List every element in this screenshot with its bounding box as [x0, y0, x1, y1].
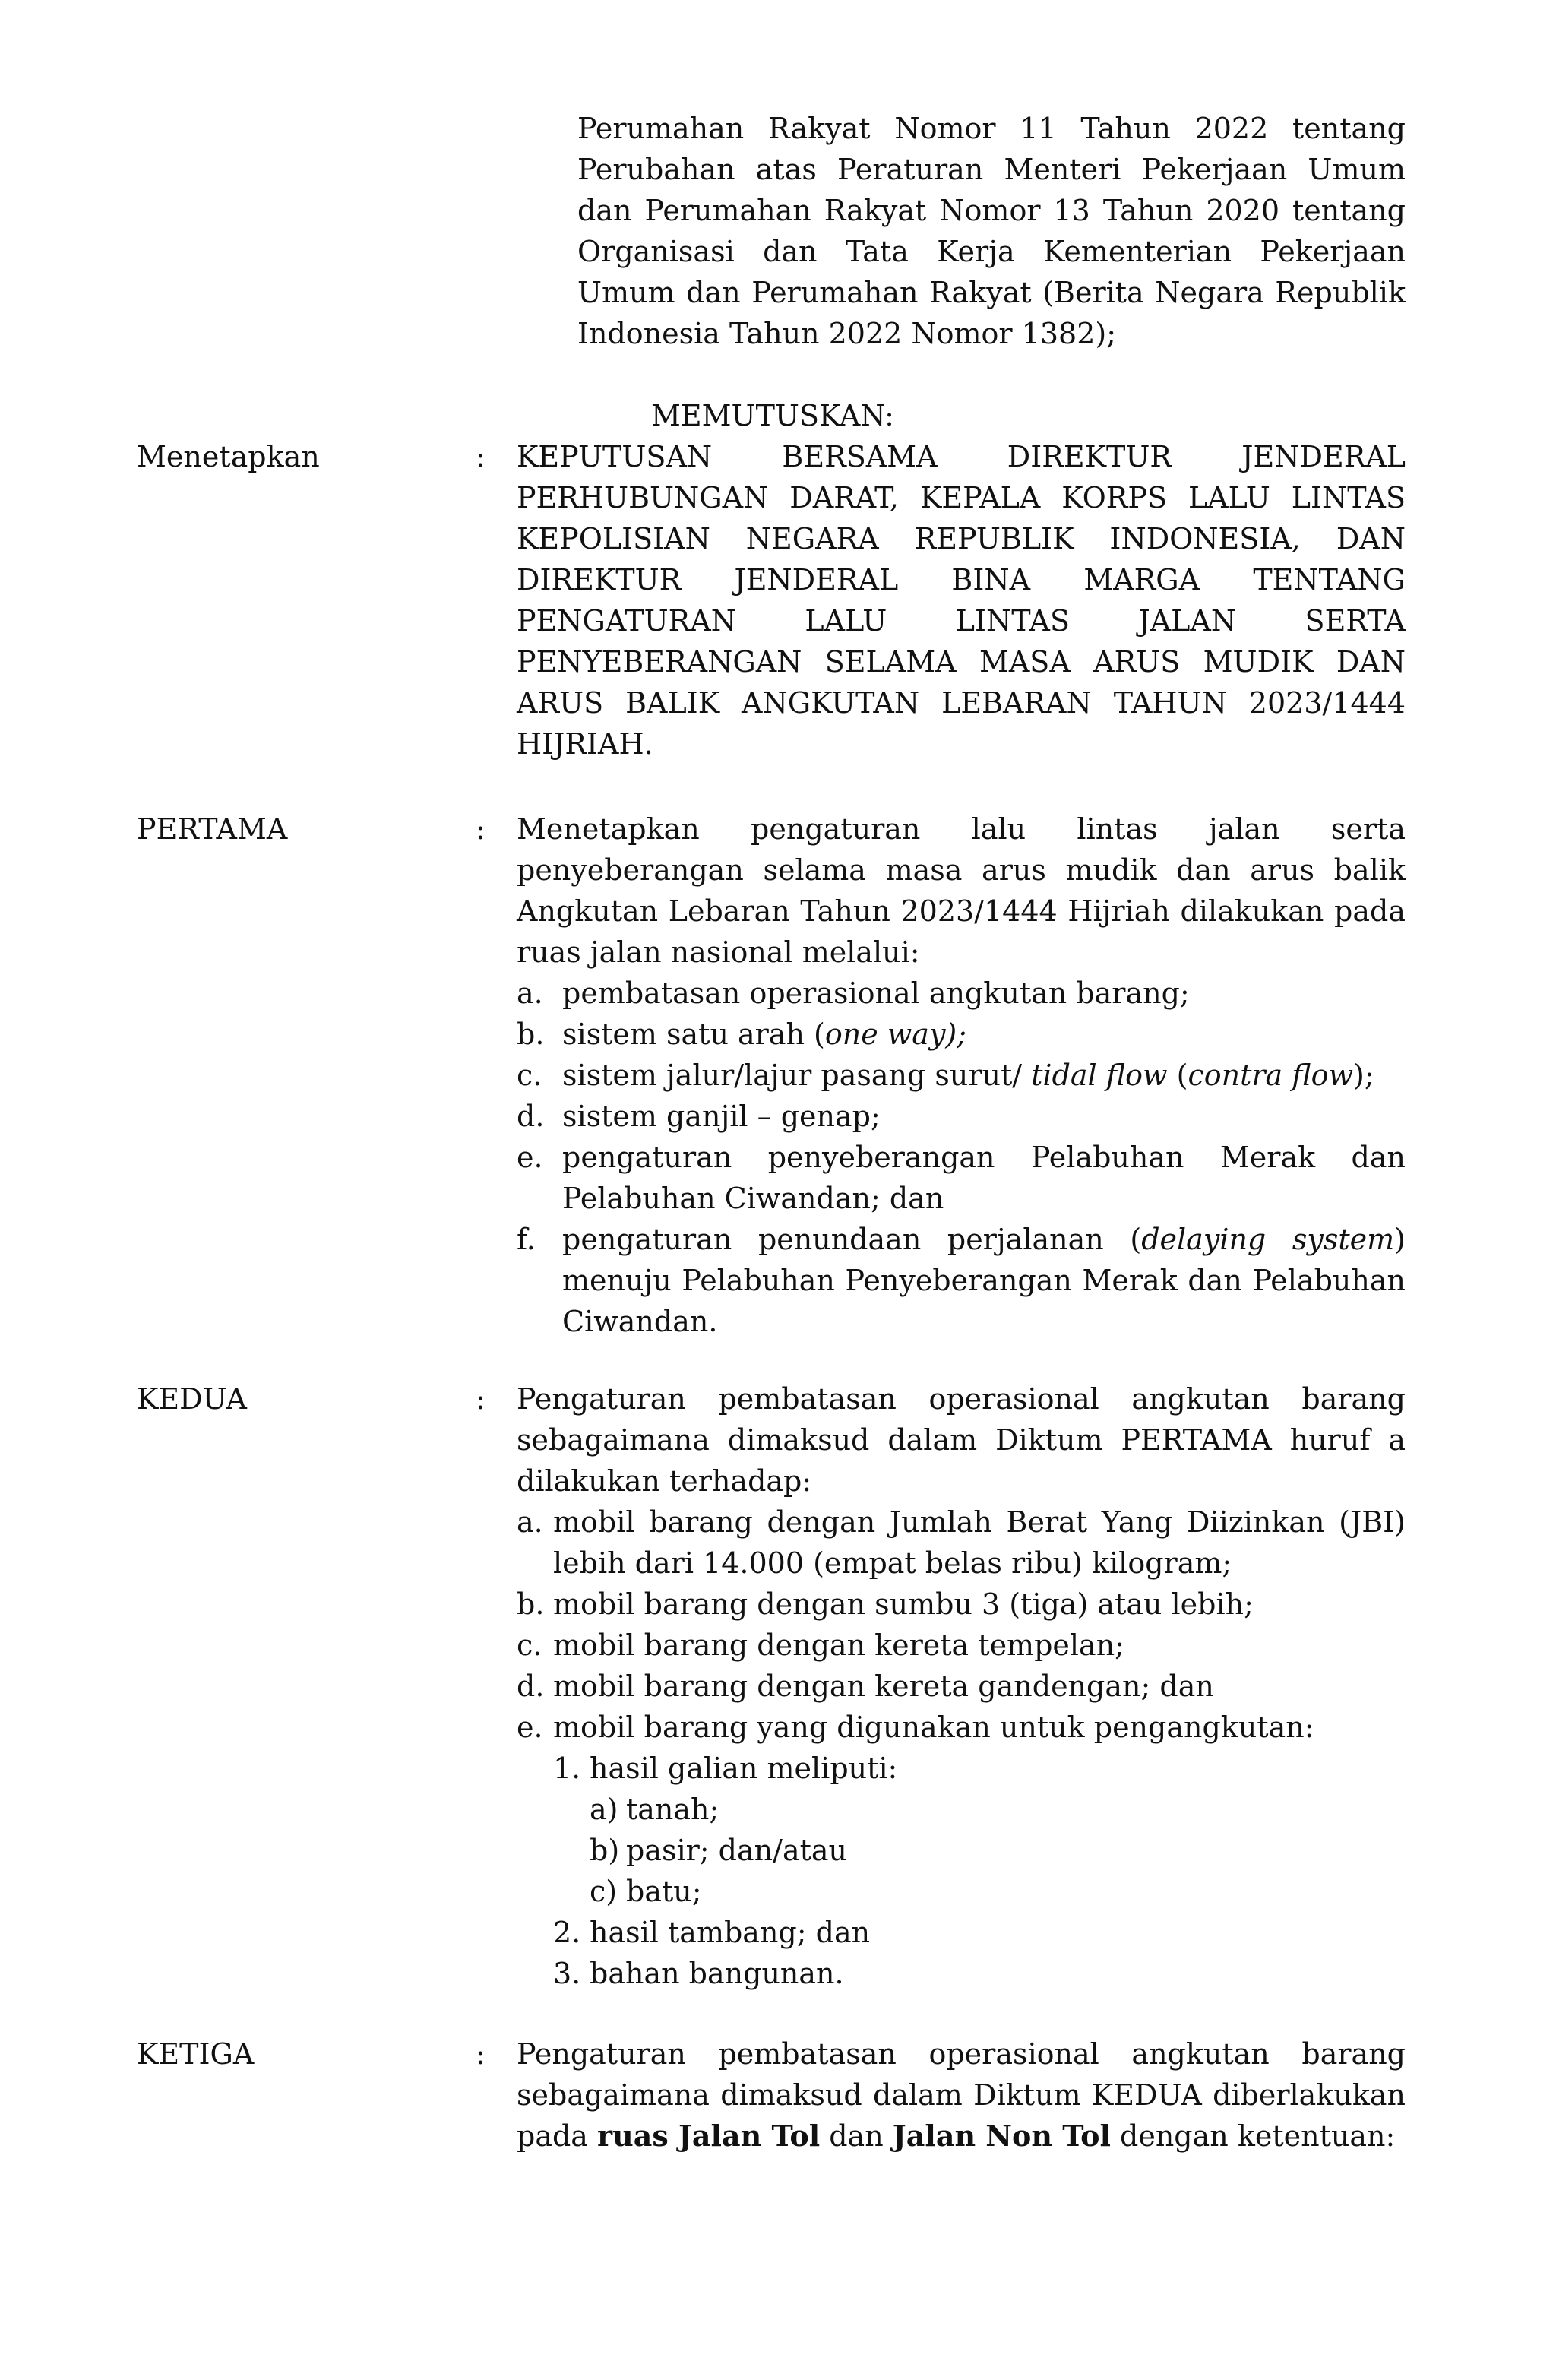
list-item-text: sistem ganjil – genap; — [562, 1100, 881, 1133]
kedua-sublist — [553, 1748, 1406, 1994]
section-label: PERTAMA — [137, 812, 288, 846]
italic-term: delaying system — [1141, 1223, 1395, 1256]
ketiga-body — [517, 2033, 1406, 2157]
bold-term: ruas Jalan Tol — [597, 2119, 821, 2153]
list-item — [517, 1666, 1406, 1707]
pertama-body — [517, 809, 1406, 1342]
list-item-text: ) menuju Pelabuhan Penyeberangan Merak dan Pelabuhan Ciwandan. — [562, 1223, 1406, 1338]
list-item-text: mobil barang dengan sumbu 3 (tiga) atau lebih; — [553, 1587, 1254, 1621]
list-item-text: pembatasan operasional angkutan barang; — [562, 976, 1190, 1010]
list-item-text: mobil barang yang digunakan untuk pengangkutan: — [553, 1711, 1314, 1744]
section-label: KETIGA — [137, 2037, 255, 2071]
list-marker: 1. — [553, 1752, 581, 1785]
kedua-intro: Pengaturan pembatasan operasional angkutan barang sebagaimana dimaksud dalam Diktum PERTAMA huruf a dilakukan terhadap: — [517, 1382, 1406, 1498]
list-item-text: tanah; — [626, 1793, 719, 1826]
colon: : — [476, 2037, 485, 2071]
list-item-text: bahan bangunan. — [590, 1957, 844, 1990]
bold-term: Jalan Non Tol — [892, 2119, 1111, 2153]
list-item — [517, 1219, 1406, 1342]
list-marker: e. — [517, 1711, 543, 1744]
list-item — [553, 1748, 1406, 1912]
list-item — [517, 1584, 1406, 1625]
kedua-body — [517, 1378, 1406, 1994]
list-marker: a. — [517, 976, 543, 1010]
list-item-text: sistem jalur/lajur pasang surut/ — [562, 1059, 1032, 1092]
list-item — [517, 1707, 1406, 1748]
list-item — [553, 1912, 1406, 1953]
list-marker: a. — [517, 1505, 543, 1539]
list-marker: 2. — [553, 1916, 581, 1949]
list-item-text: ); — [1353, 1059, 1374, 1092]
list-item — [517, 1137, 1406, 1219]
list-item — [517, 973, 1406, 1014]
list-item — [517, 1502, 1406, 1584]
list-marker: c. — [517, 1628, 542, 1662]
list-item — [590, 1789, 1406, 1830]
list-marker: d. — [517, 1669, 545, 1703]
list-marker: d. — [517, 1100, 545, 1133]
list-marker: a) — [590, 1793, 618, 1826]
section-heading: MEMUTUSKAN: — [651, 399, 894, 432]
ketiga-text: Pengaturan pembatasan operasional angkutan barang sebagaimana dimaksud dalam Diktum KEDUA diberlakukan pada — [517, 2037, 1406, 2153]
italic-term: contra flow — [1188, 1059, 1354, 1092]
list-marker: b) — [590, 1834, 620, 1867]
intro-paragraph: Perumahan Rakyat Nomor 11 Tahun 2022 tentang Perubahan atas Peraturan Menteri Pekerjaan Umum dan Perumahan Rakyat Nomor 13 Tahun 2020 tentang Organisasi dan Tata Kerja Kementerian Pekerjaan Umum dan Perumahan Rakyat (Berita Negara Republik Indonesia Tahun 2022 Nomor 1382); — [577, 112, 1406, 350]
list-item-text: ( — [1167, 1059, 1188, 1092]
list-item — [517, 1014, 1406, 1055]
kedua-subsublist — [590, 1789, 1406, 1912]
list-item-text: sistem satu arah ( — [562, 1018, 825, 1051]
list-marker: b. — [517, 1018, 545, 1051]
list-marker: 3. — [553, 1957, 581, 1990]
list-item — [517, 1096, 1406, 1137]
list-marker: e. — [517, 1141, 543, 1174]
colon: : — [476, 1382, 485, 1416]
pertama-intro: Menetapkan pengaturan lalu lintas jalan serta penyeberangan selama masa arus mudik dan arus balik Angkutan Lebaran Tahun 2023/1444 Hijriah dilakukan pada ruas jalan nasional melalui: — [517, 812, 1406, 969]
list-marker: b. — [517, 1587, 545, 1621]
list-marker: c. — [517, 1059, 542, 1092]
list-item-text: mobil barang dengan Jumlah Berat Yang Diizinkan (JBI) lebih dari 14.000 (empat belas ribu) kilogram; — [553, 1505, 1406, 1580]
list-item-text: batu; — [626, 1875, 702, 1908]
list-item-text: pengaturan penundaan perjalanan ( — [562, 1223, 1142, 1256]
italic-term: one way); — [824, 1018, 967, 1051]
list-item — [517, 1625, 1406, 1666]
italic-term: tidal flow — [1031, 1059, 1168, 1092]
list-item-text: mobil barang dengan kereta gandengan; dan — [553, 1669, 1214, 1703]
list-item-text: hasil galian meliputi: — [590, 1752, 898, 1785]
pertama-list — [517, 973, 1406, 1342]
colon: : — [476, 812, 485, 846]
list-item — [517, 1055, 1406, 1096]
list-item — [590, 1830, 1406, 1871]
list-item — [553, 1953, 1406, 1994]
ketiga-text: dengan ketentuan: — [1110, 2119, 1396, 2153]
menetapkan-text: KEPUTUSAN BERSAMA DIREKTUR JENDERAL PERHUBUNGAN DARAT, KEPALA KORPS LALU LINTAS KEPOLISIAN NEGARA REPUBLIK INDONESIA, DAN DIREKTUR JENDERAL BINA MARGA TENTANG PENGATURAN LALU LINTAS JALAN SERTA PENYEBERANGAN SELAMA MASA ARUS MUDIK DAN ARUS BALIK ANGKUTAN LEBARAN TAHUN 2023/1444 HIJRIAH. — [517, 440, 1406, 761]
list-marker: c) — [590, 1875, 618, 1908]
list-item-text: hasil tambang; dan — [590, 1916, 871, 1949]
list-item-text: mobil barang dengan kereta tempelan; — [553, 1628, 1124, 1662]
colon: : — [476, 440, 485, 473]
list-marker: f. — [517, 1223, 536, 1256]
ketiga-text: dan — [820, 2119, 893, 2153]
section-label: KEDUA — [137, 1382, 247, 1416]
list-item-text: pengaturan penyeberangan Pelabuhan Merak dan Pelabuhan Ciwandan; dan — [562, 1141, 1406, 1215]
list-item — [590, 1871, 1406, 1912]
kedua-list — [517, 1502, 1406, 1748]
section-label: Menetapkan — [137, 440, 320, 473]
list-item-text: pasir; dan/atau — [626, 1834, 847, 1867]
